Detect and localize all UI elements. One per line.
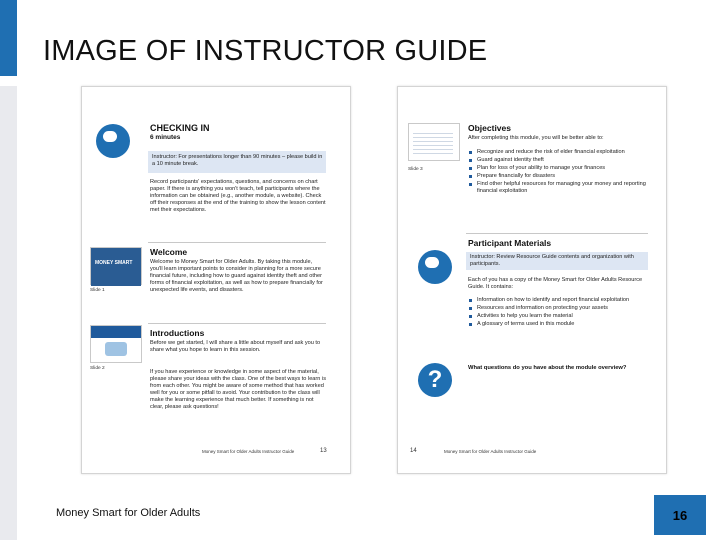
instructor-note-text: Instructor: Review Resource Guide contents and organization with participants. [470, 254, 634, 267]
left-margin-bar [0, 86, 17, 540]
checking-in-duration: 6 minutes [150, 134, 181, 141]
participant-materials-heading: Participant Materials [468, 238, 552, 248]
thumbnail-lines [413, 130, 453, 156]
objectives-intro: After completing this module, you will be better able to: [468, 135, 604, 141]
title-accent-bar [0, 0, 17, 76]
slide-footer: Money Smart for Older Adults [56, 507, 201, 519]
guide-page-left [81, 86, 351, 474]
question-prompt: What questions do you have about the module overview? [468, 365, 627, 371]
section-divider [148, 323, 326, 324]
list-item: Find other helpful resources for managing your money and reporting financial exploitation [468, 181, 648, 195]
objectives-list [468, 149, 648, 196]
guide-page-right [397, 86, 667, 474]
slide-thumbnail-3 [408, 123, 460, 161]
list-item: Information on how to identify and report financial exploitation [468, 297, 648, 304]
slide-thumbnail-1 [90, 247, 142, 285]
participant-materials-list [468, 297, 648, 329]
instructor-note-text: Instructor: For presentations longer than 90 minutes – please build in a 10 minute break. [152, 154, 323, 167]
slide-thumbnail-2 [90, 325, 142, 363]
page-footer: Money Smart for Older Adults Instructor Guide [444, 449, 537, 454]
section-divider [148, 242, 326, 243]
page-footer: Money Smart for Older Adults Instructor Guide [202, 449, 295, 454]
section-divider [466, 233, 648, 234]
list-item: Guard against identity theft [468, 157, 648, 164]
welcome-heading: Welcome [150, 247, 188, 257]
list-item: Activities to help you learn the material [468, 313, 648, 320]
introductions-body-1: Before we get started, I will share a little about myself and ask you to share what you hope to learn in this session. [150, 340, 321, 353]
introductions-body-2: If you have experience or knowledge in some aspect of the material, please share your ideas with the class. One of the best ways to learn is from each other. You might be aware of some method that has worked well for you or some pitfall to avoid. Your contribution to the class will make the learning experience that much better. If something is not clear, please ask questions! [150, 369, 326, 410]
list-item: Recognize and reduce the risk of elder financial exploitation [468, 149, 648, 156]
speech-bubble-icon [96, 124, 130, 158]
thumbnail-logo-text: MONEY SMART [95, 260, 133, 266]
list-item: Resources and information on protecting your assets [468, 305, 648, 312]
slide-label-2: Slide 2 [90, 366, 105, 371]
welcome-body: Welcome to Money Smart for Older Adults. By taking this module, you'll learn important points to consider in planning for a more secure financial future, including how to guard against identity theft and other forms of financial exploitation, as well as how to prepare financially for unexpected life events, and disasters. [150, 259, 323, 293]
page-number: 14 [410, 448, 417, 454]
slide-label-1: Slide 1 [90, 288, 105, 293]
checking-in-body: Record participants' expectations, questions, and concerns on chart paper. If there is anything you won't teach, tell participants where the information can be obtained (e.g., another module, a website). Check off their responses at the end of the training to show the lesson content met their expectations. [150, 179, 326, 213]
list-item: A glossary of terms used in this module [468, 321, 648, 328]
page-number: 13 [320, 448, 327, 454]
slide-label-3: Slide 3 [408, 167, 423, 172]
question-mark-icon: ? [418, 363, 452, 397]
slide-number-badge: 16 [654, 495, 706, 535]
list-item: Prepare financially for disasters [468, 173, 648, 180]
objectives-heading: Objectives [468, 123, 511, 133]
checking-in-heading: CHECKING IN [150, 123, 210, 133]
participant-materials-intro: Each of you has a copy of the Money Smart for Older Adults Resource Guide. It contains: [468, 277, 643, 290]
list-item: Plan for loss of your ability to manage your finances [468, 165, 648, 172]
slide-title: IMAGE OF INSTRUCTOR GUIDE [43, 35, 488, 67]
introductions-heading: Introductions [150, 328, 205, 338]
thumbnail-image [105, 342, 127, 356]
speech-bubble-icon [418, 250, 452, 284]
